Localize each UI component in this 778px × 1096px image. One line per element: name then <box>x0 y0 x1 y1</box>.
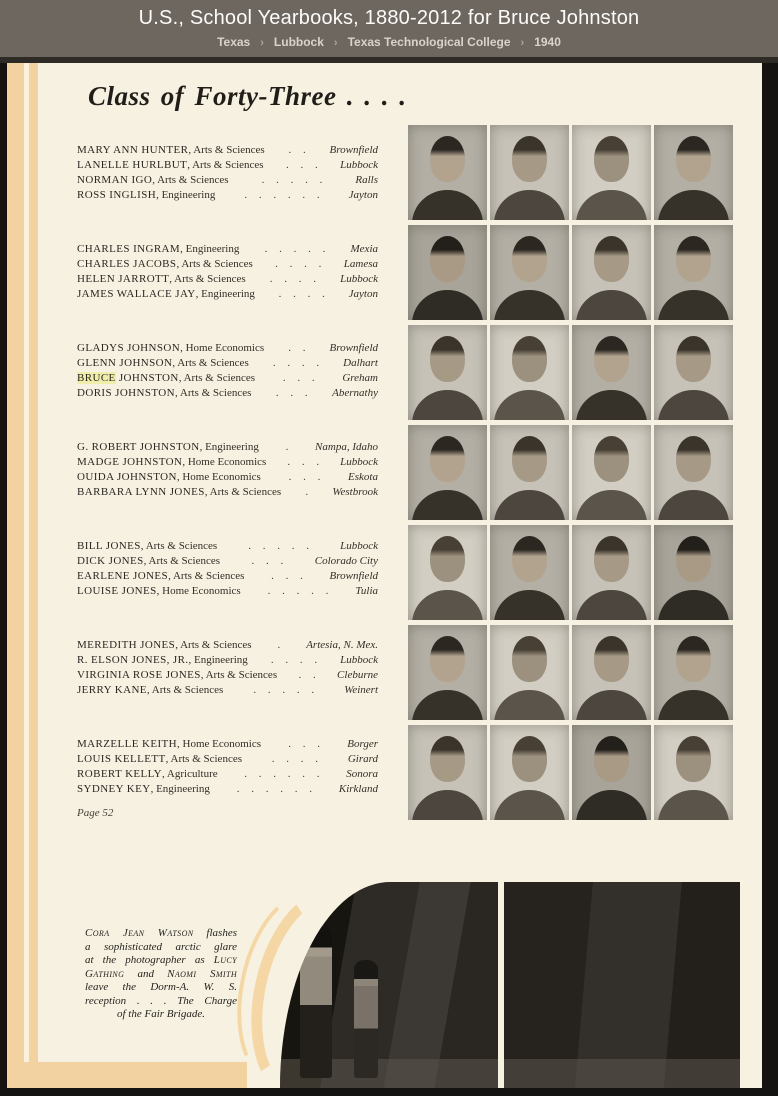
directory-entry <box>77 441 378 456</box>
entry-name: R. ELSON JONES, JR. <box>77 654 189 666</box>
portrait-head <box>594 236 629 282</box>
entry-hometown: Eskota <box>348 471 378 483</box>
portrait-photo <box>654 125 733 220</box>
portrait-photo <box>654 425 733 520</box>
entry-name: MADGE JOHNSTON <box>77 456 183 468</box>
portrait-head <box>676 536 711 582</box>
entry-hometown: Sonora <box>346 768 378 780</box>
directory-entry <box>77 144 378 159</box>
entry-name: ROSS INGLISH <box>77 189 157 201</box>
portrait-head <box>594 336 629 382</box>
entry-name: CHARLES JACOBS <box>77 258 177 270</box>
portrait-torso <box>658 590 729 620</box>
candid-photo-right <box>504 882 740 1088</box>
directory-entry <box>77 585 378 600</box>
directory-entry <box>77 768 378 783</box>
entry-field: , Home Economics <box>176 471 261 483</box>
directory-entry <box>77 159 378 174</box>
entry-name: JAMES WALLACE JAY <box>77 288 196 300</box>
portrait-photo <box>408 625 487 720</box>
entry-leader-dots: . . . . . <box>248 540 310 552</box>
portrait-photo <box>408 125 487 220</box>
entry-hometown: Jayton <box>348 288 378 300</box>
caption-line <box>85 941 237 955</box>
caption-text: Lucy <box>213 954 237 966</box>
entry-leader-dots: . . . <box>251 555 284 567</box>
portrait-photo <box>572 725 651 820</box>
portrait-head <box>676 136 711 182</box>
portrait-grid <box>408 125 733 820</box>
name-group <box>77 639 378 699</box>
entry-leader-dots: . <box>305 486 309 498</box>
entry-leader-dots: . . . . <box>271 753 319 765</box>
entry-name: BARBARA LYNN JONES <box>77 486 205 498</box>
entry-field: , Arts & Sciences <box>168 570 245 582</box>
entry-hometown: Lubbock <box>340 654 378 666</box>
candid-caption <box>85 927 237 1022</box>
entry-leader-dots: . . . . . . <box>236 783 312 795</box>
entry-hometown: Jayton <box>348 189 378 201</box>
entry-field: , Engineering <box>188 654 248 666</box>
page-edge-deckle-left <box>7 63 38 1088</box>
portrait-photo <box>490 225 569 320</box>
portrait-torso <box>494 390 565 420</box>
portrait-photo <box>654 525 733 620</box>
portrait-head <box>594 436 629 482</box>
entry-leader-dots: . . . <box>288 738 320 750</box>
entry-leader-dots: . . <box>288 342 306 354</box>
portrait-photo <box>408 425 487 520</box>
entry-leader-dots: . . . <box>285 159 318 171</box>
entry-name: DORIS JOHNSTON <box>77 387 175 399</box>
portrait-torso <box>658 690 729 720</box>
portrait-photo <box>654 625 733 720</box>
entry-name: MEREDITH JONES <box>77 639 176 651</box>
entry-field: , Arts & Sciences <box>187 159 264 171</box>
entry-leader-dots: . . . <box>271 570 303 582</box>
entry-hometown: Lubbock <box>340 273 378 285</box>
directory-entry <box>77 639 378 654</box>
entry-hometown: Abernathy <box>332 387 378 399</box>
entry-hometown: Greham <box>342 372 378 384</box>
directory-entry <box>77 273 378 288</box>
yearbook-page-scan <box>0 63 778 1096</box>
portrait-torso <box>412 190 483 220</box>
portrait-photo <box>654 325 733 420</box>
name-group <box>77 342 378 402</box>
portrait-torso <box>576 390 647 420</box>
entry-leader-dots: . . . . . . <box>244 768 320 780</box>
portrait-head <box>430 136 465 182</box>
directory-entry <box>77 654 378 669</box>
highlight-mark: BRUCE <box>77 372 116 384</box>
directory-entry <box>77 540 378 555</box>
portrait-photo <box>572 525 651 620</box>
caption-line <box>85 981 237 995</box>
entry-leader-dots: . . . <box>288 471 321 483</box>
portrait-torso <box>412 290 483 320</box>
entry-leader-dots: . . . . <box>278 288 325 300</box>
caption-text: a sophisticated arctic glare <box>85 940 237 953</box>
entry-field: , Arts & Sciences <box>165 753 242 765</box>
caption-text: Gathing <box>85 967 125 980</box>
caption-text: Naomi Smith <box>167 967 237 980</box>
portrait-torso <box>494 190 565 220</box>
entry-leader-dots: . . . . . . <box>244 189 320 201</box>
entry-leader-dots: . <box>285 441 289 453</box>
entry-name: SYDNEY KEY <box>77 783 151 795</box>
person-figure <box>388 940 418 1078</box>
scan-border-bottom <box>0 1088 778 1096</box>
portrait-photo <box>490 525 569 620</box>
portrait-photo <box>490 125 569 220</box>
directory-entry <box>77 570 378 585</box>
caption-text: and <box>124 967 168 980</box>
portrait-photo <box>572 125 651 220</box>
portrait-torso <box>576 290 647 320</box>
breadcrumb-item-1940[interactable]: 1940 <box>534 35 561 49</box>
breadcrumb-separator: › <box>333 37 338 49</box>
entry-field: , Agriculture <box>162 768 218 780</box>
portrait-head <box>512 136 547 182</box>
portrait-photo <box>490 425 569 520</box>
directory-entry <box>77 174 378 189</box>
breadcrumb-item-texas[interactable]: Texas <box>217 35 251 49</box>
entry-leader-dots: . <box>277 639 281 651</box>
name-group <box>77 540 378 600</box>
entry-field: , Arts & Sciences <box>172 357 249 369</box>
entry-name: CHARLES INGRAM <box>77 243 181 255</box>
entry-field: , Home Economics <box>182 456 267 468</box>
portrait-torso <box>658 290 729 320</box>
class-title: Class of Forty-Three . . . . <box>88 81 407 111</box>
caption-text: Cora Jean Watson <box>85 927 194 939</box>
entry-field: , Arts & Sciences <box>175 639 252 651</box>
name-group <box>77 738 378 798</box>
portrait-photo <box>408 525 487 620</box>
entry-field: , Arts & Sciences <box>204 486 282 498</box>
entry-name: EARLENE JONES <box>77 570 169 582</box>
portrait-torso <box>412 690 483 720</box>
entry-field: , Arts & Sciences <box>188 144 265 156</box>
entry-hometown: Weinert <box>344 684 378 696</box>
caption-text: flashes <box>193 927 237 939</box>
entry-leader-dots: . . . . <box>275 258 322 270</box>
portrait-torso <box>494 490 565 520</box>
entry-hometown: Colorado City <box>314 555 378 567</box>
entry-hometown: Ralls <box>355 174 378 186</box>
entry-hometown: Lubbock <box>340 159 378 171</box>
entry-field: , Home Economics <box>180 342 265 354</box>
portrait-photo <box>654 725 733 820</box>
entry-name: MARY ANN HUNTER <box>77 144 189 156</box>
entry-hometown: Brownfield <box>329 570 378 582</box>
portrait-head <box>512 236 547 282</box>
entry-field: , Arts & Sciences <box>140 540 218 552</box>
directory-entry <box>77 738 378 753</box>
portrait-head <box>430 736 465 782</box>
portrait-head <box>512 336 547 382</box>
entry-field: , Home Economics <box>156 585 241 597</box>
portrait-head <box>594 536 629 582</box>
entry-name: BRUCE JOHNSTON <box>77 372 179 384</box>
portrait-torso <box>412 590 483 620</box>
entry-leader-dots: . . . . . <box>267 585 329 597</box>
entry-name: LOUIS KELLETT <box>77 753 166 765</box>
entry-field: , Engineering <box>180 243 240 255</box>
portrait-photo <box>572 625 651 720</box>
caption-line <box>85 927 237 941</box>
entry-field: , Arts & Sciences <box>143 555 221 567</box>
header-bar <box>0 0 778 57</box>
portrait-head <box>676 236 711 282</box>
candid-photo-left <box>280 882 498 1088</box>
breadcrumb-separator: › <box>260 37 264 49</box>
person-figure <box>354 960 378 1078</box>
entry-hometown: Nampa, Idaho <box>315 441 378 453</box>
entry-name: JERRY KANE <box>77 684 147 696</box>
entry-field: , Engineering <box>150 783 210 795</box>
entry-leader-dots: . . . . <box>269 273 317 285</box>
entry-leader-dots: . . . . . <box>261 174 323 186</box>
page-title-header: U.S., School Yearbooks, 1880-2012 for Bruce Johnston <box>138 7 640 29</box>
breadcrumb <box>0 35 778 49</box>
breadcrumb-item-lubbock[interactable]: Lubbock <box>273 35 324 49</box>
entry-hometown: Artesia, N. Mex. <box>306 639 378 651</box>
portrait-photo <box>408 325 487 420</box>
directory-entry <box>77 555 378 570</box>
portrait-torso <box>412 790 483 820</box>
directory-entry <box>77 456 378 471</box>
portrait-torso <box>412 490 483 520</box>
entry-field: , Arts & Sciences <box>176 258 253 270</box>
directory-entry <box>77 357 378 372</box>
directory-entry <box>77 684 378 699</box>
entry-name: LOUISE JONES <box>77 585 157 597</box>
entry-leader-dots: . . . <box>282 372 315 384</box>
caption-line <box>85 1008 237 1022</box>
portrait-photo <box>572 225 651 320</box>
entry-field: , Arts & Sciences <box>200 669 278 681</box>
name-list <box>77 144 378 837</box>
portrait-head <box>676 736 711 782</box>
scan-border-left <box>0 63 7 1096</box>
entry-leader-dots: . . <box>288 144 306 156</box>
entry-name: GLADYS JOHNSON <box>77 342 181 354</box>
directory-entry <box>77 471 378 486</box>
page-edge-line <box>24 63 29 1088</box>
entry-name: DICK JONES <box>77 555 144 567</box>
entry-hometown: Lubbock <box>340 540 378 552</box>
entry-leader-dots: . . <box>298 669 316 681</box>
caption-text: of the Fair Brigade. <box>117 1008 205 1020</box>
portrait-head <box>512 736 547 782</box>
portrait-torso <box>494 590 565 620</box>
caption-text: leave the Dorm-A. W. S. <box>85 981 237 993</box>
entry-hometown: Borger <box>347 738 378 750</box>
portrait-torso <box>658 190 729 220</box>
portrait-head <box>594 736 629 782</box>
entry-hometown: Cleburne <box>337 669 378 681</box>
portrait-photo <box>490 625 569 720</box>
portrait-torso <box>576 490 647 520</box>
portrait-torso <box>658 490 729 520</box>
directory-entry <box>77 372 378 387</box>
entry-field: , Arts & Sciences <box>175 387 252 399</box>
entry-name: MARZELLE KEITH <box>77 738 177 750</box>
portrait-torso <box>576 690 647 720</box>
portrait-torso <box>658 790 729 820</box>
entry-hometown: Dalhart <box>343 357 378 369</box>
entry-name: LANELLE HURLBUT <box>77 159 188 171</box>
directory-entry <box>77 288 378 303</box>
portrait-head <box>430 336 465 382</box>
entry-leader-dots: . . . . . <box>253 684 315 696</box>
caption-line <box>85 954 237 968</box>
page-number: Page 52 <box>77 807 114 819</box>
entry-name: BILL JONES <box>77 540 141 552</box>
page-edge-deckle-bottom <box>7 1062 247 1090</box>
entry-hometown: Tulia <box>355 585 378 597</box>
portrait-photo <box>408 225 487 320</box>
entry-leader-dots: . . . . . <box>264 243 326 255</box>
scan-border-right <box>762 63 778 1096</box>
entry-hometown: Westbrook <box>332 486 378 498</box>
portrait-head <box>430 436 465 482</box>
entry-leader-dots: . . . . <box>272 357 320 369</box>
entry-leader-dots: . . . . <box>270 654 318 666</box>
portrait-torso <box>576 790 647 820</box>
entry-name: NORMAN IGO <box>77 174 153 186</box>
portrait-torso <box>494 290 565 320</box>
portrait-head <box>594 636 629 682</box>
entry-field: , Arts & Sciences <box>146 684 224 696</box>
directory-entry <box>77 189 378 204</box>
breadcrumb-separator: › <box>520 37 525 49</box>
portrait-head <box>430 636 465 682</box>
portrait-head <box>430 236 465 282</box>
entry-field: , Arts & Sciences <box>152 174 229 186</box>
portrait-torso <box>576 590 647 620</box>
name-group <box>77 441 378 501</box>
caption-line <box>85 995 237 1009</box>
portrait-head <box>676 636 711 682</box>
caption-line <box>85 968 237 982</box>
candid-photo-strip <box>280 882 740 1088</box>
name-group <box>77 243 378 303</box>
portrait-torso <box>494 790 565 820</box>
portrait-head <box>512 536 547 582</box>
entry-hometown: Mexia <box>350 243 378 255</box>
entry-field: , Engineering <box>156 189 216 201</box>
portrait-head <box>676 436 711 482</box>
entry-hometown: Girard <box>347 753 378 765</box>
entry-name: HELEN JARROTT <box>77 273 170 285</box>
entry-leader-dots: . . . <box>287 456 320 468</box>
portrait-head <box>430 536 465 582</box>
directory-entry <box>77 783 378 798</box>
directory-entry <box>77 753 378 768</box>
entry-name: OUIDA JOHNSTON <box>77 471 177 483</box>
entry-name: ROBERT KELLY <box>77 768 163 780</box>
portrait-photo <box>572 325 651 420</box>
directory-entry <box>77 258 378 273</box>
directory-entry <box>77 387 378 402</box>
caption-text: at the photographer as <box>85 954 214 966</box>
portrait-photo <box>490 325 569 420</box>
portrait-photo <box>490 725 569 820</box>
entry-field: , Arts & Sciences <box>169 273 246 285</box>
name-group <box>77 144 378 204</box>
directory-entry <box>77 342 378 357</box>
entry-name: GLENN JOHNSON <box>77 357 173 369</box>
portrait-head <box>512 636 547 682</box>
breadcrumb-item-texas-technological-college[interactable]: Texas Technological College <box>347 35 511 49</box>
directory-entry <box>77 243 378 258</box>
entry-hometown: Brownfield <box>329 144 378 156</box>
entry-name: VIRGINIA ROSE JONES <box>77 669 201 681</box>
entry-field: , Engineering <box>199 441 259 453</box>
portrait-torso <box>576 190 647 220</box>
portrait-head <box>594 136 629 182</box>
portrait-torso <box>494 690 565 720</box>
portrait-photo <box>408 725 487 820</box>
entry-hometown: Lamesa <box>343 258 378 270</box>
entry-field: , Engineering <box>195 288 255 300</box>
entry-hometown: Kirkland <box>338 783 378 795</box>
portrait-head <box>512 436 547 482</box>
entry-field: , Arts & Sciences <box>178 372 256 384</box>
caption-text: reception . . . The Charge <box>85 994 237 1007</box>
portrait-head <box>676 336 711 382</box>
portrait-torso <box>412 390 483 420</box>
portrait-photo <box>572 425 651 520</box>
entry-hometown: Brownfield <box>329 342 378 354</box>
portrait-photo <box>654 225 733 320</box>
entry-name: G. ROBERT JOHNSTON <box>77 441 200 453</box>
entry-hometown: Lubbock <box>340 456 378 468</box>
directory-entry <box>77 486 378 501</box>
person-figure <box>300 926 332 1078</box>
entry-field: , Home Economics <box>177 738 262 750</box>
entry-leader-dots: . . . <box>275 387 308 399</box>
directory-entry <box>77 669 378 684</box>
portrait-torso <box>658 390 729 420</box>
